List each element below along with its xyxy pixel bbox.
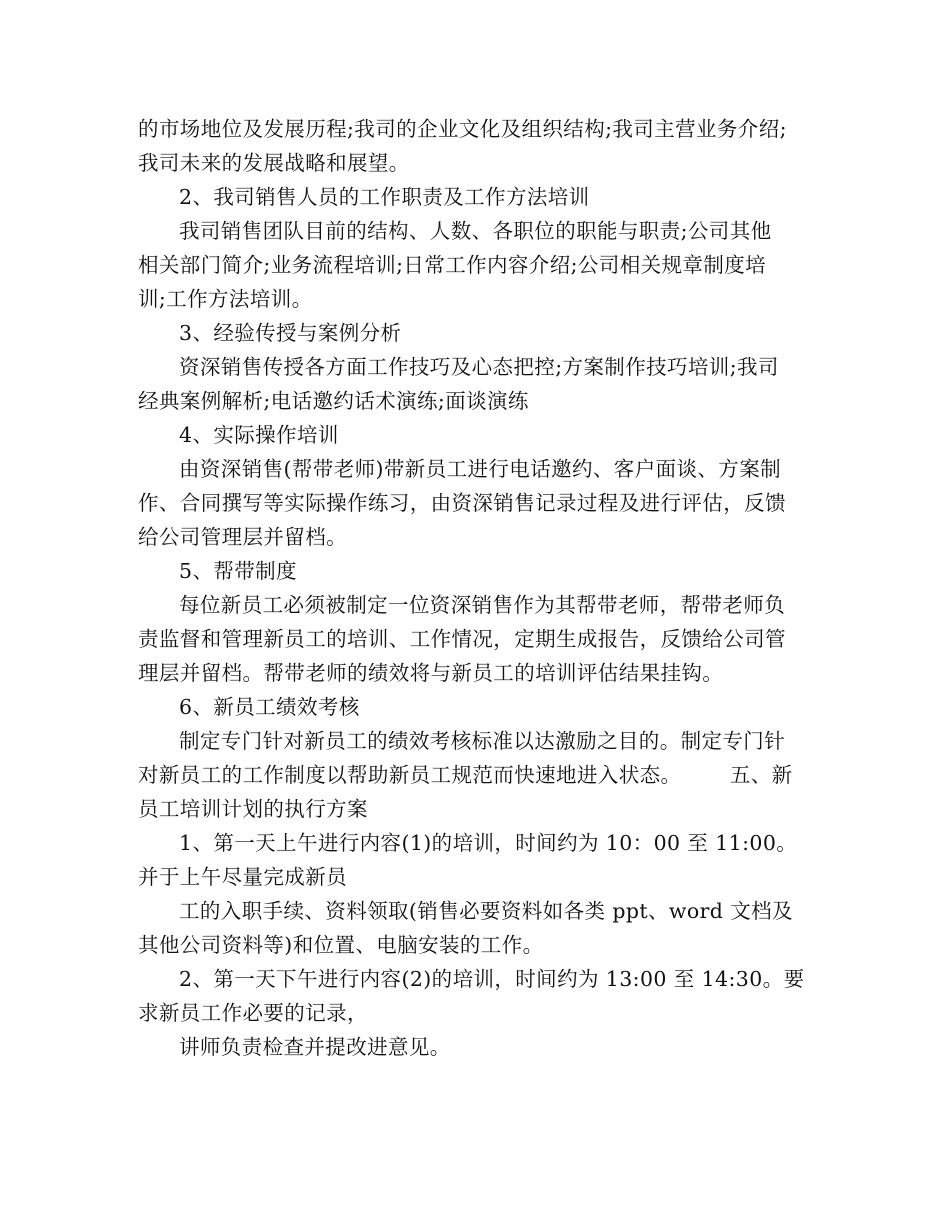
text-line: 讲师负责检查并提改进意见。: [179, 1035, 451, 1059]
text-line: 制定专门针对新员工的绩效考核标准以达激励之目的。制定专门针: [179, 729, 786, 753]
document-body: [138, 112, 822, 1064]
text-line: 每位新员工必须被制定一位资深销售作为其帮带老师，帮带老师负: [179, 593, 786, 617]
text-line: 作、合同撰写等实际操作练习，由资深销售记录过程及进行评估，反馈: [138, 491, 786, 515]
text-line: 由资深销售(帮带老师)带新员工进行电话邀约、客户面谈、方案制: [179, 457, 781, 481]
text-line: 4、实际操作培训: [179, 423, 339, 447]
text-line: 2、第一天下午进行内容(2)的培训，时间约为 13:00 至 14:30。要: [179, 967, 805, 991]
text-line: 训;工作方法培训。: [138, 287, 313, 311]
text-line: 给公司管理层并留档。: [138, 525, 347, 549]
text-line: 对新员工的工作制度以帮助新员工规范而快速地进入状态。 五、新: [138, 763, 793, 787]
text-line: 我司未来的发展战略和展望。: [138, 151, 410, 175]
text-line: 6、新员工绩效考核: [179, 695, 360, 719]
text-line: 1、第一天上午进行内容(1)的培训，时间约为 10：00 至 11:00。: [179, 831, 798, 855]
text-line: 求新员工作必要的记录，: [138, 1001, 368, 1025]
text-line: 理层并留档。帮带老师的绩效将与新员工的培训评估结果挂钩。: [138, 661, 724, 685]
text-line: 我司销售团队目前的结构、人数、各职位的职能与职责;公司其他: [179, 219, 772, 243]
text-line: 经典案例解析;电话邀约话术演练;面谈演练: [138, 389, 529, 413]
text-line: 工的入职手续、资料领取(销售必要资料如各类 ppt、word 文档及: [179, 899, 793, 923]
text-line: 的市场地位及发展历程;我司的企业文化及组织结构;我司主营业务介绍;: [138, 117, 787, 141]
text-line: 资深销售传授各方面工作技巧及心态把控;方案制作技巧培训;我司: [179, 355, 779, 379]
text-line: 3、经验传授与案例分析: [179, 321, 402, 345]
text-line: 5、帮带制度: [179, 559, 297, 583]
text-line: 其他公司资料等)和位置、电脑安装的工作。: [138, 933, 544, 957]
text-line: 并于上午尽量完成新员: [138, 865, 347, 889]
text-line: 员工培训计划的执行方案: [138, 797, 368, 821]
text-line: 相关部门简介;业务流程培训;日常工作内容介绍;公司相关规章制度培: [138, 253, 767, 277]
text-line: 责监督和管理新员工的培训、工作情况，定期生成报告，反馈给公司管: [138, 627, 786, 651]
text-line: 2、我司销售人员的工作职责及工作方法培训: [179, 185, 590, 209]
